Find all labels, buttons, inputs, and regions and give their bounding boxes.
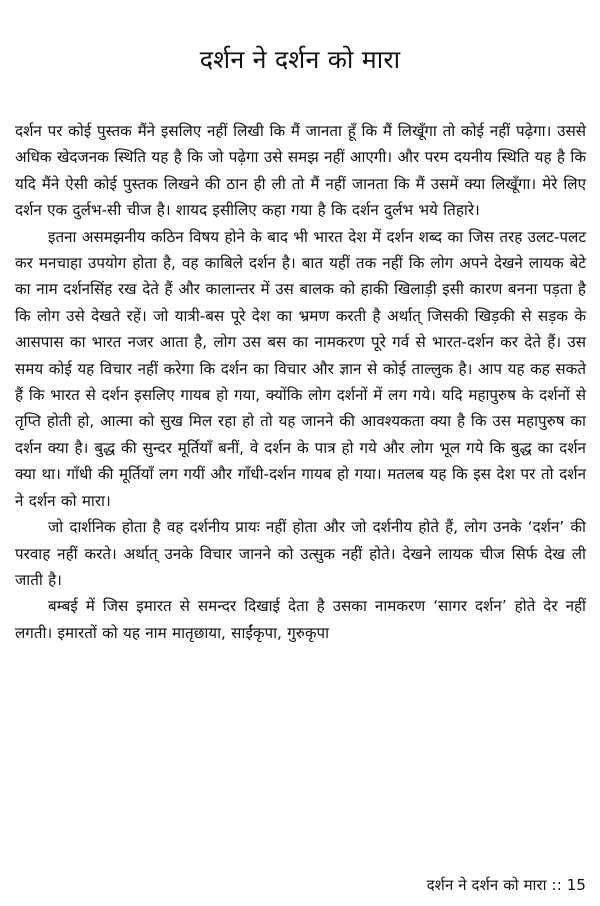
paragraph-3: जो दार्शनिक होता है वह दर्शनीय प्रायः नहीं होता और जो दर्शनीय होते हैं, लोग उनके ‘दर्शन’ की परवाह नहीं करते। अर्थात् उनके विचार जानने को उत्सुक नहीं होते। देखने लायक चीज सिर्फ देख ली जाती है। [15,518,586,589]
body-text [15,118,586,646]
page-footer: दर्शन ने दर्शन को मारा :: 15 [426,876,586,894]
paragraph-1: दर्शन पर कोई पुस्तक मैंने इसलिए नहीं लिखी कि मैं जानता हूँ कि मैं लिखूँगा तो कोई नहीं पढ़ेगा। उससे अधिक खेदजनक स्थिति यह है कि जो पढ़ेगा उसे समझ नहीं आएगी। और परम दयनीय स्थिति यह है कि यदि मैंने ऐसी कोई पुस्तक लिखने की ठान ही ली तो मैं नहीं जानता कि मैं उसमें क्या लिखूँगा। मेरे लिए दर्शन एक दुर्लभ-सी चीज है। शायद इसीलिए कहा गया है कि दर्शन दुर्लभ भये तिहारे। [15,122,586,220]
paragraph-2: इतना असमझनीय कठिन विषय होने के बाद भी भारत देश में दर्शन शब्द का जिस तरह उलट-पलट कर मनचाहा उपयोग होता है, वह काबिले दर्शन है। बात यहीं तक नहीं कि लोग अपने देखने लायक बेटे का नाम दर्शनसिंह रख देते हैं और कालान्तर में उस बालक को हाकी खिलाड़ी इसी कारण बनना पड़ता है कि लोग उसे देखते रहें। जो यात्री-बस पूरे देश का भ्रमण करती है अर्थात् जिसकी खिड़की से सड़क के आसपास का भारत नजर आता है, लोग उस बस का नामकरण पूरे गर्व से भारत-दर्शन कर देते हैं। उस समय कोई यह विचार नहीं करेगा कि दर्शन का विचार और ज्ञान से कोई ताल्लुक है। आप यह कह सकते हैं कि भारत से दर्शन इसलिए गायब हो गया, क्योंकि लोग दर्शनों में लग गये। यदि महापुरुष के दर्शनों से तृप्ति होती हो, आत्मा को सुख मिल रहा हो तो यह जानने की आवश्यकता क्या है कि उस महापुरुष का दर्शन क्या है। बुद्ध की सुन्दर मूर्तियाँ बनीं, वे दर्शन के पात्र हो गये और लोग भूल गये कि बुद्ध का दर्शन क्या था। गाँधी की मूर्तियाँ लग गयीं और गाँधी-दर्शन गायब हो गया। मतलब यह कि इस देश पर तो दर्शन ने दर्शन को मारा। [15,227,586,510]
paragraph-4: बम्बई में जिस इमारत से समन्दर दिखाई देता है उसका नामकरण ‘सागर दर्शन’ होते देर नहीं लगती। इमारतों को यह नाम मातृछाया, साईंकृपा, गुरुकृपा [15,597,586,642]
page-title: दर्शन ने दर्शन को मारा [199,44,401,74]
